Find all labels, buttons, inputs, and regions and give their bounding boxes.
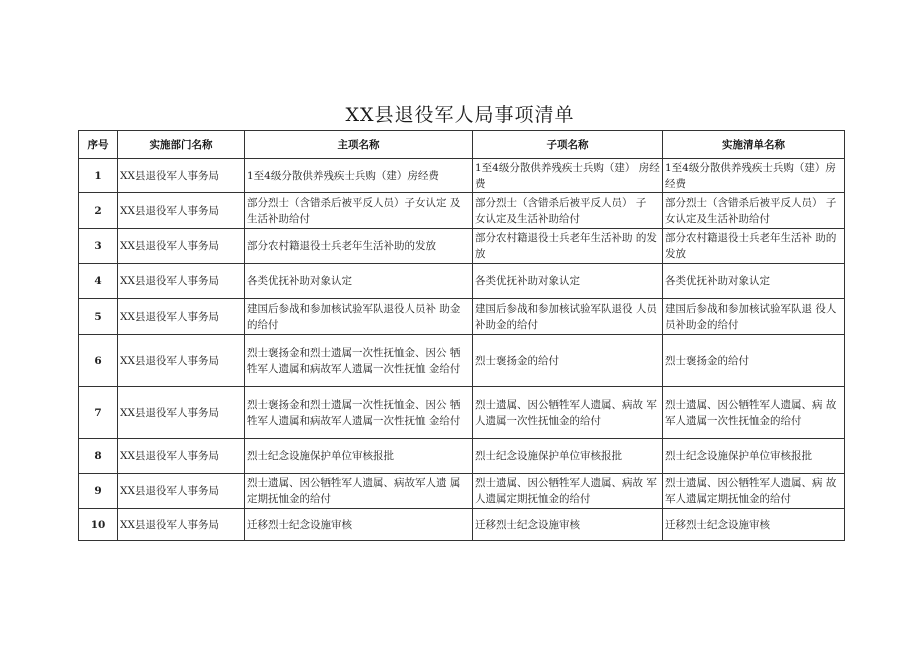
matters-table [78, 130, 845, 541]
row-sub-item: 烈士遗属、因公牺牲军人遗属、病故 军人遗属定期抚恤金的给付 [473, 474, 663, 509]
row-impl-item: 1至4级分散供养残疾士兵购（建）房经费 [663, 159, 845, 193]
header-impl-item: 实施清单名称 [663, 131, 845, 159]
row-no: 4 [79, 264, 118, 299]
row-no: 8 [79, 439, 118, 474]
row-dept: XX县退役军人事务局 [118, 159, 245, 193]
table-row [79, 229, 845, 264]
row-sub-item: 建国后参战和参加核试验军队退役 人员补助金的给付 [473, 299, 663, 335]
row-no: 2 [79, 193, 118, 229]
row-main-item: 烈士遗属、因公牺牲军人遗属、病故军人遗 属定期抚恤金的给付 [245, 474, 473, 509]
row-main-item: 部分农村籍退役士兵老年生活补助的发放 [245, 229, 473, 264]
row-impl-item: 烈士纪念设施保护单位审核报批 [663, 439, 845, 474]
row-no: 7 [79, 387, 118, 439]
header-dept: 实施部门名称 [118, 131, 245, 159]
table-row [79, 159, 845, 193]
row-dept: XX县退役军人事务局 [118, 193, 245, 229]
row-impl-item: 烈士褒扬金的给付 [663, 335, 845, 387]
row-sub-item: 烈士纪念设施保护单位审核报批 [473, 439, 663, 474]
row-dept: XX县退役军人事务局 [118, 299, 245, 335]
row-sub-item: 部分烈士（含错杀后被平反人员） 子 女认定及生活补助给付 [473, 193, 663, 229]
header-no: 序号 [79, 131, 118, 159]
row-sub-item: 各类优抚补助对象认定 [473, 264, 663, 299]
row-main-item: 迁移烈士纪念设施审核 [245, 509, 473, 541]
row-no: 10 [79, 509, 118, 541]
row-main-item: 建国后参战和参加核试验军队退役人员补 助金的给付 [245, 299, 473, 335]
row-main-item: 烈士纪念设施保护单位审核报批 [245, 439, 473, 474]
row-no: 3 [79, 229, 118, 264]
table-row [79, 335, 845, 387]
row-sub-item: 烈士褒扬金的给付 [473, 335, 663, 387]
table-row [79, 264, 845, 299]
row-no: 6 [79, 335, 118, 387]
row-dept: XX县退役军人事务局 [118, 474, 245, 509]
page-title: XX县退役军人局事项清单 [345, 104, 575, 126]
row-impl-item: 部分烈士（含错杀后被平反人员） 子女认定及生活补助给付 [663, 193, 845, 229]
row-main-item: 烈士褒扬金和烈士遗属一次性抚恤金、因公 牺牲军人遗属和病故军人遗属一次性抚恤 金给付 [245, 387, 473, 439]
row-dept: XX县退役军人事务局 [118, 439, 245, 474]
table-header-row [79, 131, 845, 159]
row-impl-item: 烈士遗属、因公牺牲军人遗属、病 故军人遗属一次性抚恤金的给付 [663, 387, 845, 439]
table-row [79, 299, 845, 335]
header-main-item: 主项名称 [245, 131, 473, 159]
row-main-item: 各类优抚补助对象认定 [245, 264, 473, 299]
header-sub-item: 子项名称 [473, 131, 663, 159]
row-dept: XX县退役军人事务局 [118, 509, 245, 541]
row-impl-item: 部分农村籍退役士兵老年生活补 助的发放 [663, 229, 845, 264]
row-no: 5 [79, 299, 118, 335]
row-sub-item: 部分农村籍退役士兵老年生活补助 的发放 [473, 229, 663, 264]
table-row [79, 193, 845, 229]
table-row [79, 439, 845, 474]
row-dept: XX县退役军人事务局 [118, 264, 245, 299]
table-row [79, 509, 845, 541]
row-impl-item: 烈士遗属、因公牺牲军人遗属、病 故军人遗属定期抚恤金的给付 [663, 474, 845, 509]
row-main-item: 1至4级分散供养残疾士兵购（建）房经费 [245, 159, 473, 193]
row-no: 9 [79, 474, 118, 509]
row-dept: XX县退役军人事务局 [118, 335, 245, 387]
row-main-item: 烈士褒扬金和烈士遗属一次性抚恤金、因公 牺牲军人遗属和病故军人遗属一次性抚恤 金给付 [245, 335, 473, 387]
row-no: 1 [79, 159, 118, 193]
row-dept: XX县退役军人事务局 [118, 229, 245, 264]
row-sub-item: 迁移烈士纪念设施审核 [473, 509, 663, 541]
row-sub-item: 1至4级分散供养残疾士兵购（建） 房经费 [473, 159, 663, 193]
row-main-item: 部分烈士（含错杀后被平反人员）子女认定 及生活补助给付 [245, 193, 473, 229]
row-impl-item: 各类优抚补助对象认定 [663, 264, 845, 299]
row-sub-item: 烈士遗属、因公牺牲军人遗属、病故 军人遗属一次性抚恤金的给付 [473, 387, 663, 439]
table-row [79, 387, 845, 439]
row-impl-item: 建国后参战和参加核试验军队退 役人员补助金的给付 [663, 299, 845, 335]
table-row [79, 474, 845, 509]
row-impl-item: 迁移烈士纪念设施审核 [663, 509, 845, 541]
row-dept: XX县退役军人事务局 [118, 387, 245, 439]
